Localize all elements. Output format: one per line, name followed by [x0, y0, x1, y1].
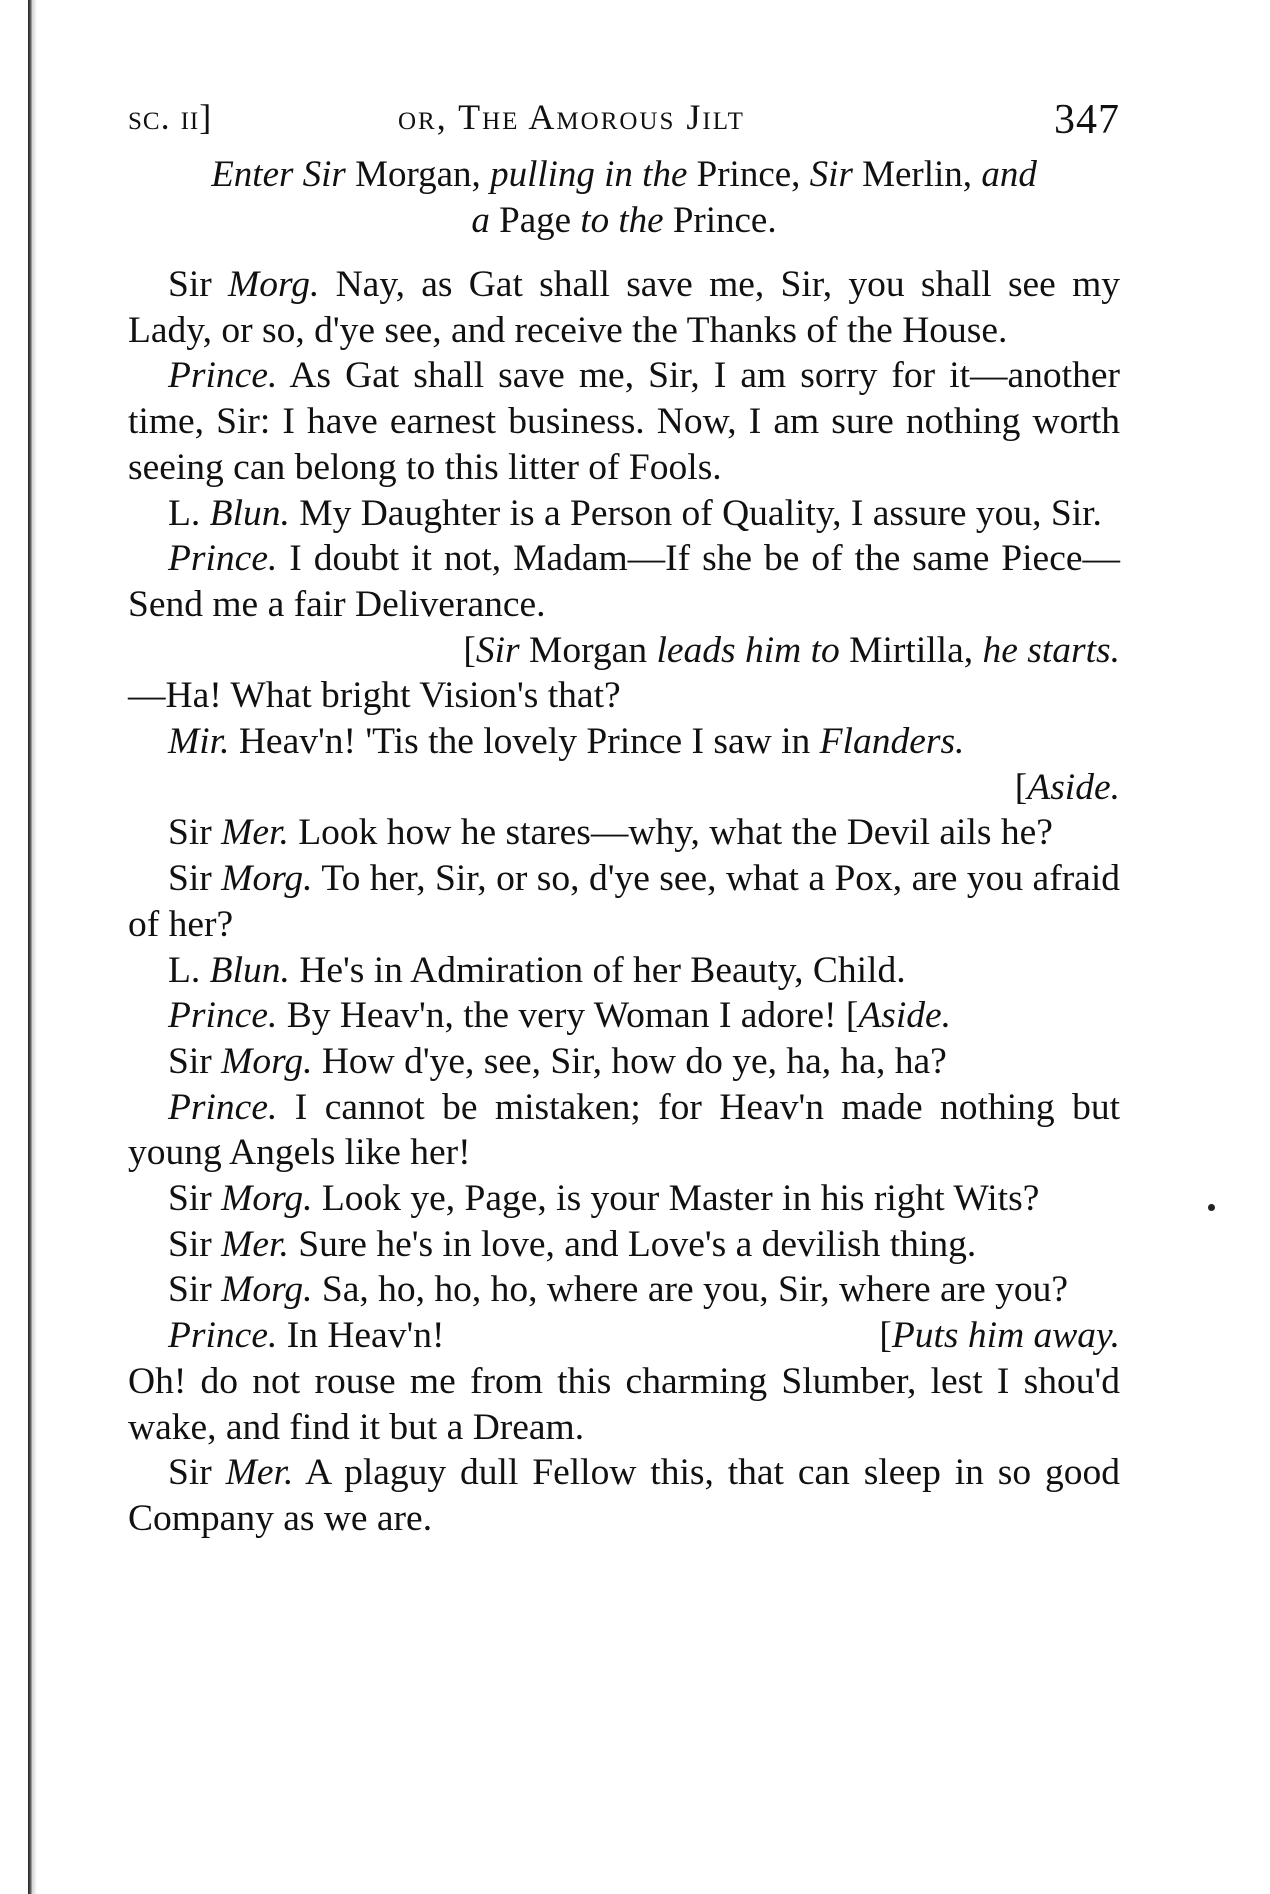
speaker-name: Morg. [221, 858, 313, 900]
speech [128, 1039, 1120, 1085]
speaker-name: Prince. [168, 1086, 278, 1128]
speaker-prefix: L. [168, 492, 210, 534]
entrance-text: to the [580, 200, 664, 241]
aside-direction [128, 765, 1120, 811]
book-page [128, 90, 1120, 1542]
speaker-name: Morg. [221, 1178, 313, 1220]
running-head-scene: sc. ii] [128, 97, 213, 137]
speech [128, 810, 1120, 856]
page-number: 347 [1054, 97, 1120, 143]
entrance-text: pulling in the [490, 154, 688, 195]
speaker-name: Mer. [225, 1452, 294, 1494]
speech [128, 1222, 1120, 1268]
speech-text: I cannot be mistaken; for Heav'n made nothing but young Angels like her! [128, 1086, 1120, 1174]
speech [128, 1313, 1120, 1359]
speech-text: Sa, ho, ho, ho, where are you, Sir, where are you? [312, 1269, 1069, 1311]
direction-text: leads him to [656, 629, 840, 671]
speech [128, 856, 1120, 947]
speech [128, 719, 1120, 765]
entrance-direction [128, 152, 1120, 244]
speaker-name: Mer. [221, 1223, 289, 1265]
entrance-name: Prince. [663, 200, 777, 241]
bracket: [ [463, 629, 476, 671]
speech-text: I doubt it not, Madam—If she be of the same Piece—Send me a fair Deliverance. [128, 538, 1120, 625]
entrance-text: Sir [809, 154, 853, 195]
speech-text: How d'ye, see, Sir, how do ye, ha, ha, ha? [312, 1040, 947, 1082]
speaker-prefix: Sir [168, 1223, 222, 1265]
speaker-name: Prince. [168, 995, 278, 1037]
speaker-name: Mir. [168, 721, 230, 763]
speech [128, 536, 1120, 627]
entrance-name: Prince, [687, 154, 810, 195]
place-name: Flanders. [819, 721, 965, 763]
speech-text: To her, Sir, or so, d'ye see, what a Pox, are you afraid of her? [128, 858, 1120, 945]
direction-text: he starts. [982, 629, 1120, 671]
dialogue-body [128, 262, 1120, 1542]
speech [128, 1450, 1120, 1541]
speech-continuation: Oh! do not rouse me from this charming Slumber, lest I shou'd wake, and find it but a Dream. [128, 1360, 1120, 1448]
entrance-text: a [471, 200, 490, 241]
speaker-name: Morg. [221, 1269, 313, 1311]
aside-text: Aside. [858, 995, 952, 1037]
speech-text: My Daughter is a Person of Quality, I assure you, Sir. [289, 492, 1102, 534]
aside-text: Aside. [1027, 766, 1120, 808]
speech [128, 491, 1120, 537]
speaker-prefix: Sir [168, 1452, 226, 1494]
speaker-prefix: L. [168, 949, 210, 991]
bracket: [ [879, 1315, 892, 1357]
speech-text: Nay, as Gat shall save me, Sir, you shall see my Lady, or so, d'ye see, and receive the Thanks of the House. [128, 264, 1120, 351]
speaker-prefix: Sir [168, 1040, 222, 1082]
entrance-text: and [981, 154, 1037, 195]
direction-text: Sir [475, 629, 520, 671]
bracket: [ [1014, 766, 1028, 808]
entrance-name: Morgan, [345, 154, 491, 195]
speaker-prefix: Sir [168, 812, 222, 854]
speech-text: As Gat shall save me, Sir, I am sorry for it—another time, Sir: I have earnest business. Now, I am sure nothing worth seeing can belong to this litter of Fools. [128, 355, 1120, 488]
speech-text: By Heav'n, the very Woman I adore! [277, 995, 846, 1037]
speaker-name: Blun. [209, 949, 290, 991]
entrance-name: Merlin, [852, 154, 982, 195]
speech-text: Sure he's in love, and Love's a devilish thing. [288, 1223, 977, 1265]
speech-text: Look ye, Page, is your Master in his right Wits? [312, 1178, 1040, 1220]
entrance-name: Page [489, 200, 581, 241]
speech [128, 1176, 1120, 1222]
entrance-text: Enter Sir [211, 154, 346, 195]
speech [128, 993, 1120, 1039]
speech [128, 1267, 1120, 1313]
speech-text: He's in Admiration of her Beauty, Child. [289, 949, 906, 991]
speaker-name: Prince. [168, 355, 278, 397]
speech [128, 353, 1120, 490]
running-head [128, 90, 1120, 148]
speaker-name: Prince. [168, 1315, 278, 1357]
speaker-name: Morg. [228, 264, 320, 305]
speech-continuation: —Ha! What bright Vision's that? [128, 675, 621, 717]
speech-text: Look how he stares—why, what the Devil ails he? [288, 812, 1053, 854]
direction-name: Mirtilla, [839, 629, 983, 671]
bracket: [ [845, 995, 859, 1037]
speech-text: A plaguy dull Fellow this, that can sleep in so good Company as we are. [128, 1452, 1121, 1539]
speaker-prefix: Sir [168, 858, 222, 900]
speech [128, 262, 1120, 353]
running-head-title: or, The Amorous Jilt [398, 97, 745, 137]
speaker-prefix: Sir [168, 1178, 222, 1220]
stage-direction [128, 628, 1120, 674]
direction-name: Morgan [519, 629, 657, 671]
speaker-name: Prince. [168, 538, 278, 580]
speaker-name: Blun. [209, 492, 290, 534]
direction-text: Puts him away. [891, 1315, 1120, 1357]
speech [128, 948, 1120, 994]
ink-speck [1208, 1204, 1215, 1211]
spine-shadow [32, 0, 37, 1894]
speaker-prefix: Sir [168, 264, 229, 305]
speech-text: In Heav'n! [277, 1315, 445, 1357]
speech [128, 1085, 1120, 1176]
speaker-prefix: Sir [168, 1269, 222, 1311]
speech-text: Heav'n! 'Tis the lovely Prince I saw in [229, 721, 820, 763]
speaker-name: Morg. [221, 1040, 313, 1082]
speaker-name: Mer. [221, 812, 289, 854]
